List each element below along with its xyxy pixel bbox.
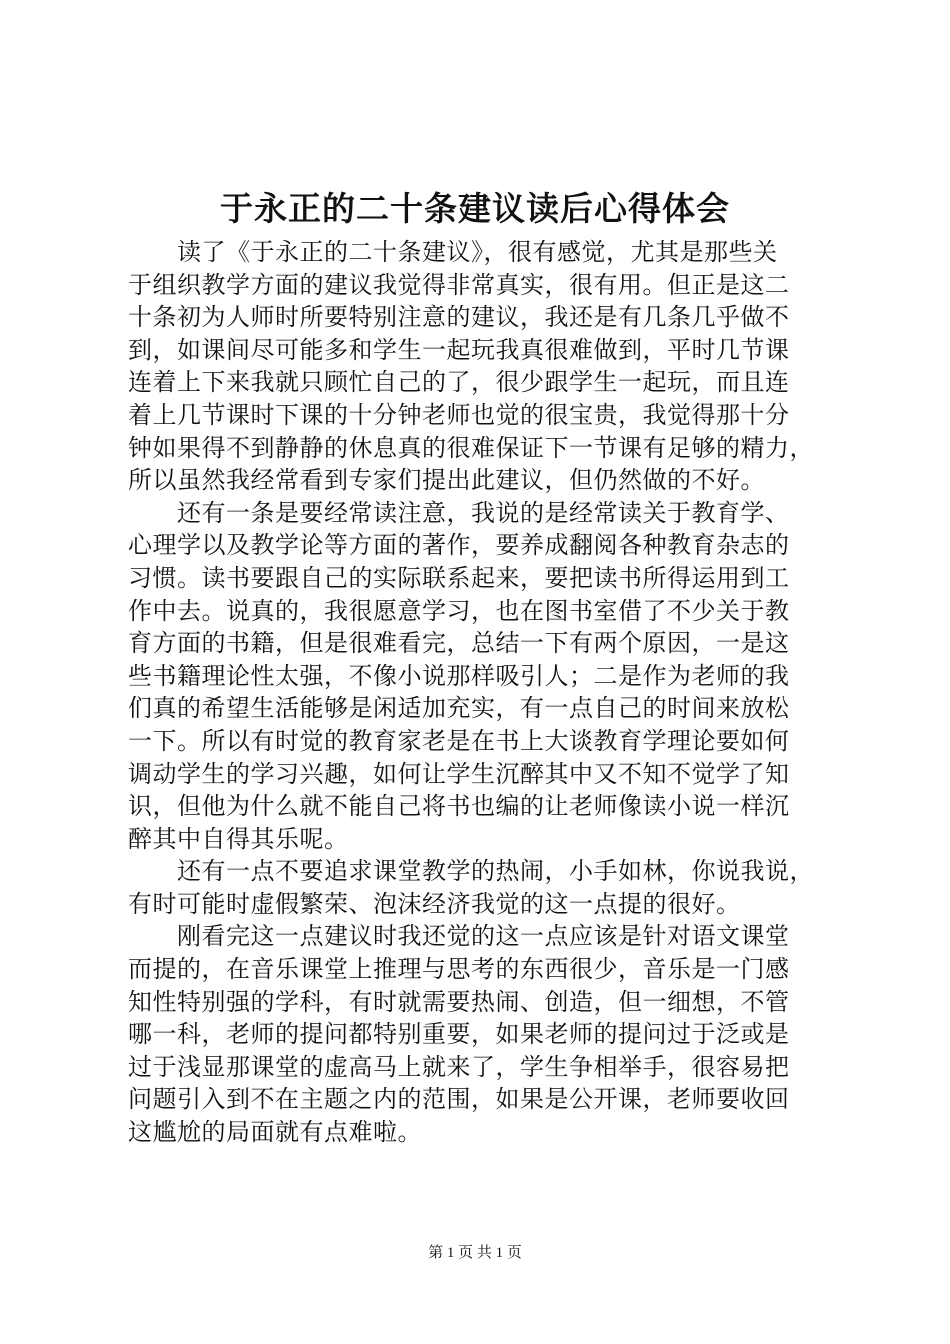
body-line: 到，如课间尽可能多和学生一起玩我真很难做到，平时几节课 — [128, 335, 790, 364]
body-line: 识，但他为什么就不能自己将书也编的让老师像读小说一样沉 — [128, 792, 790, 821]
body-line: 这尴尬的局面就有点难啦。 — [128, 1118, 422, 1147]
body-line: 过于浅显那课堂的虚高马上就来了，学生争相举手，很容易把 — [128, 1052, 790, 1081]
body-line: 问题引入到不在主题之内的范围，如果是公开课，老师要收回 — [128, 1085, 790, 1114]
body-line: 还有一点不要追求课堂教学的热闹，小手如林，你说我说， — [128, 857, 814, 886]
body-line: 育方面的书籍，但是很难看完，总结一下有两个原因，一是这 — [128, 629, 790, 658]
body-line: 于组织教学方面的建议我觉得非常真实，很有用。但正是这二 — [128, 270, 790, 299]
body-line: 调动学生的学习兴趣，如何让学生沉醉其中又不知不觉学了知 — [128, 759, 790, 788]
body-line: 作中去。说真的，我很愿意学习，也在图书室借了不少关于教 — [128, 596, 790, 625]
body-line: 醉其中自得其乐呢。 — [128, 824, 349, 853]
body-line: 钟如果得不到静静的休息真的很难保证下一节课有足够的精力， — [128, 433, 814, 462]
body-line: 心理学以及教学论等方面的著作，要养成翻阅各种教育杂志的 — [128, 531, 790, 560]
body-line: 连着上下来我就只顾忙自己的了，很少跟学生一起玩，而且连 — [128, 368, 790, 397]
body-line: 所以虽然我经常看到专家们提出此建议，但仍然做的不好。 — [128, 466, 765, 495]
page-number-footer: 第 1 页 共 1 页 — [428, 1245, 522, 1261]
body-line: 读了《于永正的二十条建议》，很有感觉，尤其是那些关 — [128, 238, 778, 266]
document-body — [128, 236, 828, 1149]
body-line: 刚看完这一点建议时我还觉的这一点应该是针对语文课堂 — [128, 922, 790, 951]
document-title: 于永正的二十条建议读后心得体会 — [220, 189, 730, 228]
body-line: 有时可能时虚假繁荣、泡沫经济我觉的这一点提的很好。 — [128, 889, 741, 918]
body-line: 们真的希望生活能够是闲适加充实，有一点自己的时间来放松 — [128, 694, 790, 723]
body-line: 习惯。读书要跟自己的实际联系起来，要把读书所得运用到工 — [128, 563, 790, 592]
body-line: 而提的，在音乐课堂上推理与思考的东西很少，音乐是一门感 — [128, 955, 790, 984]
body-line: 一下。所以有时觉的教育家老是在书上大谈教育学理论要如何 — [128, 726, 790, 755]
body-line: 着上几节课时下课的十分钟老师也觉的很宝贵，我觉得那十分 — [128, 400, 790, 429]
body-line: 哪一科，老师的提问都特别重要，如果老师的提问过于泛或是 — [128, 1020, 790, 1049]
body-line: 知性特别强的学科，有时就需要热闹、创造，但一细想，不管 — [128, 987, 790, 1016]
body-line: 些书籍理论性太强，不像小说那样吸引人；二是作为老师的我 — [128, 661, 790, 690]
body-line: 十条初为人师时所要特别注意的建议，我还是有几条几乎做不 — [128, 303, 790, 332]
body-line: 还有一条是要经常读注意，我说的是经常读关于教育学、 — [128, 498, 790, 527]
